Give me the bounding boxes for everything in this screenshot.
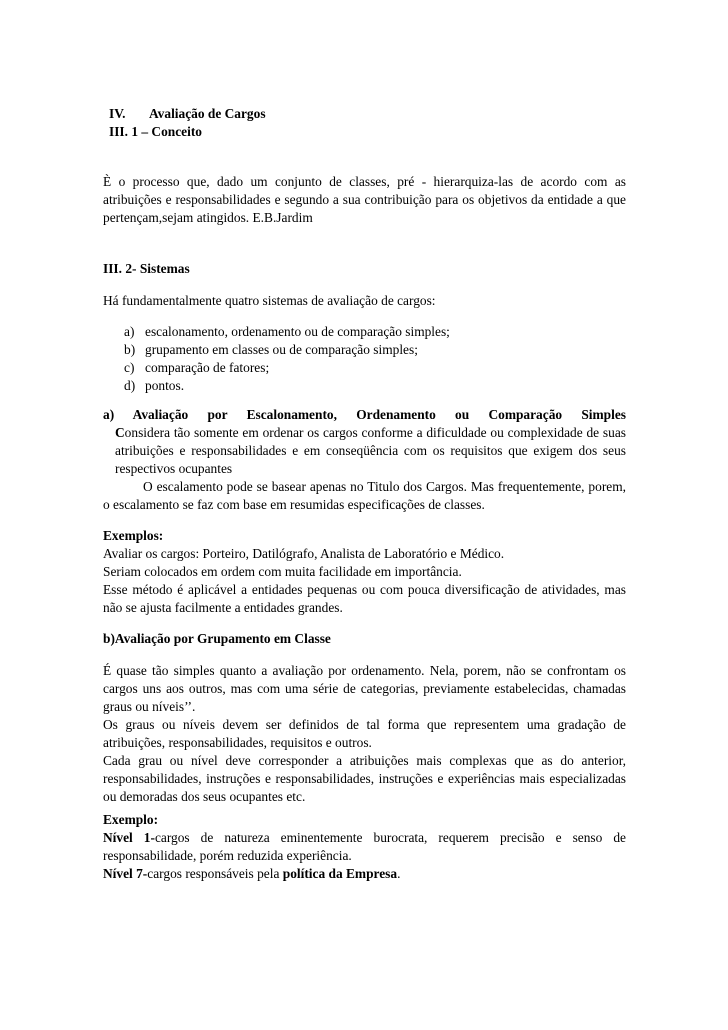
method-b-paragraph-2: Os graus ou níveis devem ser definidos de tal forma que representem uma gradação de atribuições, responsabilidades, requisitos e outros. <box>103 717 626 750</box>
method-a-first-letter: C <box>115 425 125 440</box>
method-a-note: O escalamento pode se basear apenas no Titulo dos Cargos. Mas frequentemente, porem, o escalamento se faz com base em resumidas especificações de classes. <box>103 479 626 512</box>
method-b-paragraph-3: Cada grau ou nível deve corresponder a atribuições mais complexas que as do anterior, responsabilidades, instruções e responsabilidades, instruções e experiências mais especializadas ou demoradas dos seus ocupantes etc. <box>103 753 626 804</box>
examples-line-2: Seriam colocados em ordem com muita facilidade em importância. <box>103 564 462 579</box>
section-iii2-heading: III. 2- Sistemas <box>103 261 190 276</box>
list-text: escalonamento, ordenamento ou de comparação simples; <box>145 324 450 339</box>
concept-paragraph: È o processo que, dado um conjunto de classes, pré - hierarquiza-las de acordo com as atribuições e responsabilidades e segundo a sua contribuição para os objetivos da entidade a que pertençam,sejam atingidos. E.B.Jardim <box>103 174 626 225</box>
list-item <box>103 323 626 341</box>
method-a-heading: a) Avaliação por Escalonamento, Ordenamento ou Comparação Simples <box>103 407 626 422</box>
section-iv-title: Avaliação de Cargos <box>149 106 266 121</box>
list-marker: a) <box>124 324 135 339</box>
list-item <box>103 359 626 377</box>
method-a-body-text: onsidera tão somente em ordenar os cargos conforme a dificuldade ou complexidade de suas atribuições e responsabilidades e em conseqüência com os requisitos que exigem dos seus respectivos ocupantes <box>115 425 626 476</box>
method-b-paragraph-1: É quase tão simples quanto a avaliação por ordenamento. Nela, porem, não se confrontam os cargos uns aos outros, mas com uma série de categorias, previamente estabelecidas, chamadas graus ou níveis’’. <box>103 663 626 714</box>
examples-line-3: Esse método é aplicável a entidades pequenas ou com pouca diversificação de atividades, mas não se ajusta facilmente a entidades grandes. <box>103 582 626 615</box>
example-level-1 <box>103 829 626 865</box>
section-iv-number: IV. <box>109 106 126 121</box>
list-marker: c) <box>124 360 135 375</box>
section-iii1-heading: III. 1 – Conceito <box>109 124 202 139</box>
method-a-body <box>103 424 626 478</box>
list-text: pontos. <box>145 378 185 393</box>
example-heading: Exemplo: <box>103 812 159 827</box>
section-iv-heading <box>103 105 626 123</box>
level-7-label: Nível 7- <box>103 866 148 881</box>
list-item <box>103 341 626 359</box>
method-b-heading: b)Avaliação por Grupamento em Classe <box>103 631 331 646</box>
list-marker: d) <box>124 378 136 393</box>
systems-list <box>103 323 626 395</box>
level-7-text: cargos responsáveis pela <box>147 866 283 881</box>
list-marker: b) <box>124 342 136 357</box>
level-7-end: . <box>397 866 401 881</box>
level-7-bold: política da Empresa <box>282 866 398 881</box>
level-1-label: Nível 1- <box>103 830 155 845</box>
list-item <box>103 377 626 395</box>
list-text: comparação de fatores; <box>145 360 270 375</box>
examples-line-1: Avaliar os cargos: Porteiro, Datilógrafo, Analista de Laboratório e Médico. <box>103 546 505 561</box>
systems-intro: Há fundamentalmente quatro sistemas de avaliação de cargos: <box>103 293 436 308</box>
examples-heading: Exemplos: <box>103 528 164 543</box>
list-text: grupamento em classes ou de comparação simples; <box>145 342 418 357</box>
example-level-7 <box>103 865 626 883</box>
level-1-text: cargos de natureza eminentemente burocrata, requerem precisão e senso de responsabilidade, porém reduzida experiência. <box>103 830 626 863</box>
